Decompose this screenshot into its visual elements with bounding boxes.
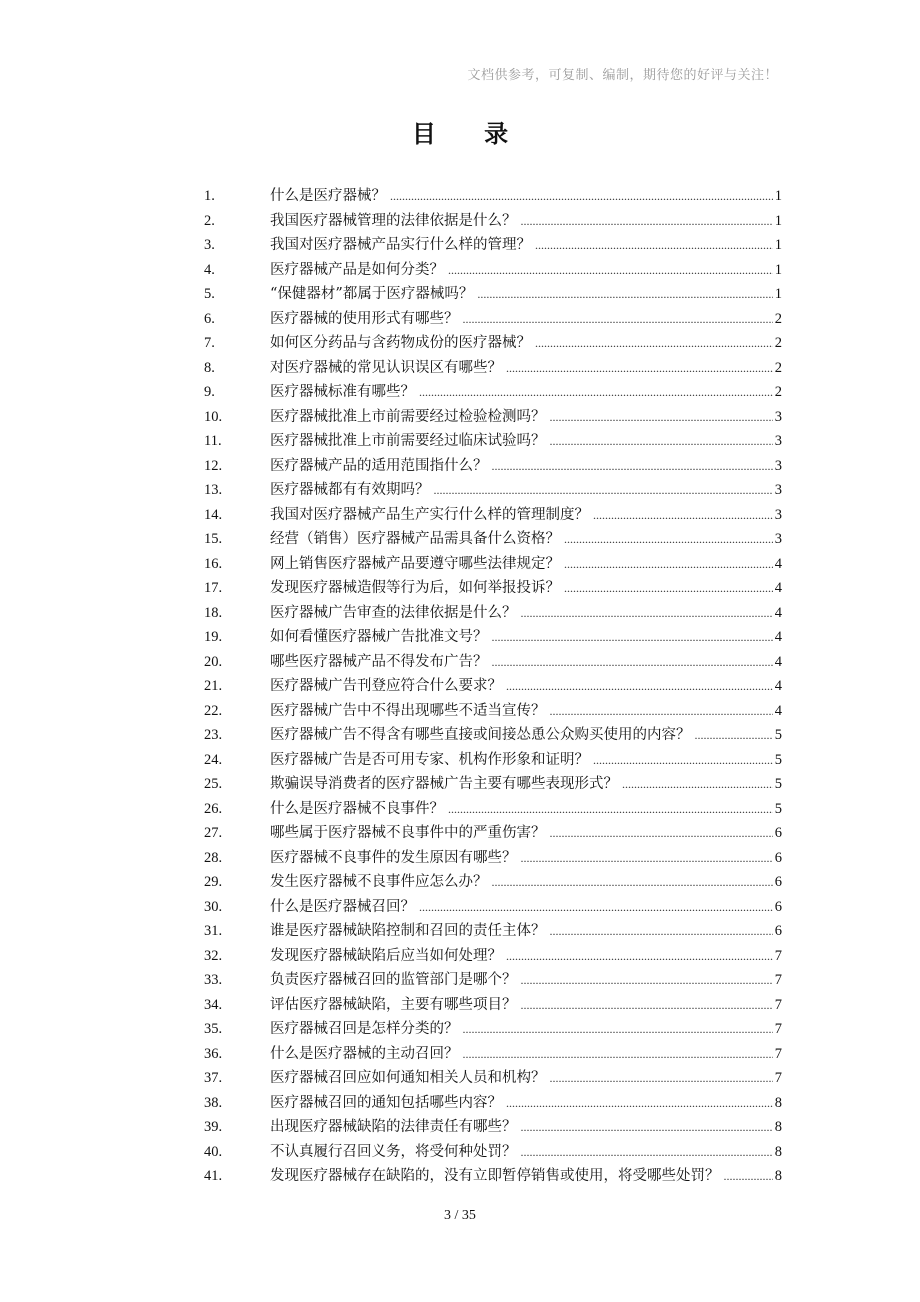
toc-dot-leader (506, 361, 773, 376)
toc-entry-number: 16. (204, 555, 223, 572)
toc-entry-title[interactable]: 发现医疗器械造假等行为后，如何举报投诉？ (270, 580, 560, 596)
toc-dot-leader (521, 606, 773, 621)
toc-dot-leader (564, 532, 773, 547)
toc-dot-leader (550, 704, 773, 719)
toc-entry[interactable] (204, 919, 782, 944)
toc-entry-number: 26. (204, 800, 223, 817)
toc-dot-leader (419, 385, 773, 400)
toc-entry-title[interactable]: 对医疗器械的常见认识误区有哪些？ (270, 359, 502, 376)
toc-entry-page[interactable]: 3 (774, 457, 782, 474)
toc-entry[interactable] (204, 601, 782, 626)
toc-entry-title[interactable]: 医疗器械都有有效期吗？ (270, 482, 430, 498)
toc-entry-title[interactable]: 医疗器械召回应如何通知相关人员和机构？ (270, 1070, 546, 1086)
toc-entry-number: 34. (204, 996, 223, 1013)
toc-entry[interactable] (204, 1066, 782, 1091)
toc-entry[interactable] (204, 307, 782, 332)
toc-entry[interactable] (204, 282, 782, 307)
toc-entry-title[interactable]: 欺骗误导消费者的医疗器械广告主要有哪些表现形式？ (270, 776, 618, 792)
toc-entry-title[interactable]: 谁是医疗器械缺陷控制和召回的责任主体？ (270, 923, 546, 939)
toc-entry[interactable] (204, 1115, 782, 1140)
toc-entry[interactable] (204, 674, 782, 699)
toc-entry-page[interactable]: 5 (774, 776, 782, 792)
toc-entry-title[interactable]: 发现医疗器械存在缺陷的，没有立即暂停销售或使用，将受哪些处罚？ (270, 1168, 720, 1184)
toc-dot-leader (390, 189, 773, 204)
toc-dot-leader (463, 1022, 773, 1037)
toc-entry-page[interactable]: 1 (774, 261, 782, 278)
toc-entry-number: 29. (204, 874, 223, 890)
toc-entry-title[interactable]: 经营（销售）医疗器械产品需具备什么资格？ (270, 531, 560, 547)
toc-entry[interactable] (204, 356, 782, 381)
toc-entry-title[interactable]: 医疗器械批准上市前需要经过临床试验吗？ (270, 433, 546, 449)
toc-dot-leader (564, 557, 773, 572)
toc-entry-number: 2. (204, 212, 215, 229)
toc-entry-title[interactable]: 不认真履行召回义务，将受何种处罚？ (270, 1143, 517, 1160)
toc-entry[interactable] (204, 846, 782, 871)
toc-dot-leader (448, 802, 773, 817)
toc-entry-page[interactable]: 5 (774, 727, 782, 743)
toc-dot-leader (463, 1047, 773, 1062)
toc-entry-number: 17. (204, 580, 223, 596)
toc-entry-page[interactable]: 6 (774, 825, 782, 841)
toc-entry[interactable] (204, 699, 782, 724)
toc-dot-leader (506, 679, 773, 694)
toc-entry-title[interactable]: 发生医疗器械不良事件应怎么办？ (270, 874, 488, 890)
toc-entry-title[interactable]: 发现医疗器械缺陷后应当如何处理？ (270, 947, 502, 964)
toc-dot-leader (550, 434, 773, 449)
toc-entry[interactable] (204, 503, 782, 528)
toc-entry-title[interactable]: 哪些属于医疗器械不良事件中的严重伤害？ (270, 825, 546, 841)
toc-entry-number: 28. (204, 849, 223, 866)
toc-entry-page[interactable]: 8 (774, 1143, 782, 1160)
toc-entry[interactable] (204, 870, 782, 895)
toc-entry-title[interactable]: 出现医疗器械缺陷的法律责任有哪些？ (270, 1119, 517, 1135)
toc-dot-leader (477, 287, 772, 302)
toc-dot-leader (550, 826, 773, 841)
toc-entry-page[interactable]: 2 (774, 384, 782, 400)
toc-entry-title[interactable]: 什么是医疗器械？ (270, 188, 386, 204)
toc-entry-number: 10. (204, 408, 223, 425)
toc-entry-number: 35. (204, 1021, 223, 1037)
toc-entry[interactable] (204, 233, 782, 258)
toc-dot-leader (550, 1071, 773, 1086)
toc-entry-page[interactable]: 7 (774, 972, 782, 988)
toc-entry[interactable] (204, 380, 782, 405)
header-note: 文档供参考，可复制、编制，期待您的好评与关注！ (467, 68, 778, 83)
toc-entry[interactable] (204, 258, 782, 283)
toc-entry-number: 12. (204, 457, 223, 474)
toc-entry[interactable] (204, 576, 782, 601)
toc-entry-number: 41. (204, 1168, 223, 1184)
toc-entry[interactable] (204, 944, 782, 969)
toc-entry-title[interactable]: 网上销售医疗器械产品要遵守哪些法律规定？ (270, 555, 560, 572)
toc-entry[interactable] (204, 331, 782, 356)
toc-entry-page[interactable]: 6 (774, 898, 782, 915)
toc-entry-number: 31. (204, 923, 223, 939)
toc-entry-number: 6. (204, 310, 215, 327)
toc-dot-leader (492, 630, 773, 645)
toc-entry[interactable] (204, 821, 782, 846)
toc-entry-page[interactable]: 3 (774, 408, 782, 425)
toc-entry-title[interactable]: 医疗器械召回的通知包括哪些内容？ (270, 1094, 502, 1111)
toc-entry[interactable] (204, 1091, 782, 1116)
toc-dot-leader (492, 655, 773, 670)
toc-entry-number: 9. (204, 384, 215, 400)
toc-entry[interactable] (204, 772, 782, 797)
toc-dot-leader (463, 312, 773, 327)
toc-entry-number: 21. (204, 678, 223, 694)
toc-entry-title[interactable]: 医疗器械广告刊登应符合什么要求？ (270, 678, 502, 694)
page-number: 3 / 35 (444, 1208, 476, 1223)
toc-dot-leader (521, 1120, 773, 1135)
toc-entry-number: 40. (204, 1143, 223, 1160)
toc-entry-number: 38. (204, 1094, 223, 1111)
toc-entry[interactable] (204, 527, 782, 552)
toc-entry[interactable] (204, 895, 782, 920)
toc-dot-leader (550, 410, 773, 425)
toc-entry-page[interactable]: 5 (774, 800, 782, 817)
toc-entry-number: 33. (204, 972, 223, 988)
toc-dot-leader (535, 238, 773, 253)
toc-entry-page[interactable]: 6 (774, 923, 782, 939)
toc-entry-page[interactable]: 2 (774, 310, 782, 327)
toc-entry-number: 27. (204, 825, 223, 841)
toc-entry[interactable] (204, 625, 782, 650)
toc-entry-page[interactable]: 3 (774, 506, 782, 523)
toc-dot-leader (521, 214, 773, 229)
toc-entry-title[interactable]: 哪些医疗器械产品不得发布广告？ (270, 653, 488, 670)
toc-entry[interactable] (204, 184, 782, 209)
toc-entry-page[interactable]: 1 (774, 188, 782, 204)
toc-dot-leader (622, 777, 773, 792)
toc-entry[interactable] (204, 993, 782, 1018)
toc-dot-leader (535, 336, 773, 351)
toc-entry-page[interactable]: 2 (774, 335, 782, 351)
toc-dot-leader (521, 973, 773, 988)
toc-entry-title[interactable]: 医疗器械广告是否可用专家、机构作形象和证明？ (270, 751, 589, 768)
toc-entry-title[interactable]: 医疗器械批准上市前需要经过检验检测吗？ (270, 408, 546, 425)
toc-dot-leader (419, 900, 773, 915)
toc-entry-number: 19. (204, 629, 223, 645)
toc-dot-leader (695, 728, 773, 743)
toc-dot-leader (506, 1096, 773, 1111)
toc-entry-page[interactable]: 7 (774, 947, 782, 964)
toc-dot-leader (492, 875, 773, 890)
toc-entry-title[interactable]: 医疗器械广告中不得出现哪些不适当宣传？ (270, 702, 546, 719)
toc-entry-number: 39. (204, 1119, 223, 1135)
toc-entry-title[interactable]: 什么是医疗器械不良事件？ (270, 800, 444, 817)
toc-entry-title[interactable]: 医疗器械不良事件的发生原因有哪些？ (270, 849, 517, 866)
toc-entry-page[interactable]: 7 (774, 1021, 782, 1037)
toc-entry-title[interactable]: 负责医疗器械召回的监管部门是哪个？ (270, 972, 517, 988)
toc-entry[interactable] (204, 650, 782, 675)
toc-entry-title[interactable]: 什么是医疗器械的主动召回？ (270, 1045, 459, 1062)
toc-entry-title[interactable]: 我国医疗器械管理的法律依据是什么？ (270, 212, 517, 229)
toc-entry-number: 20. (204, 653, 223, 670)
toc-dot-leader (593, 753, 773, 768)
toc-entry-number: 14. (204, 506, 223, 523)
toc-entry-page[interactable]: 4 (774, 702, 782, 719)
toc-entry-title[interactable]: 医疗器械的使用形式有哪些？ (270, 310, 459, 327)
toc-entry-number: 15. (204, 531, 223, 547)
toc-entry[interactable] (204, 552, 782, 577)
toc-entry-title[interactable]: 医疗器械广告不得含有哪些直接或间接怂恿公众购买使用的内容？ (270, 727, 691, 743)
toc-entry-title[interactable]: 如何区分药品与含药物成份的医疗器械？ (270, 335, 531, 351)
toc-entry-page[interactable]: 4 (774, 629, 782, 645)
toc-entry-page[interactable]: 4 (774, 678, 782, 694)
toc-entry-page[interactable]: 4 (774, 604, 782, 621)
toc-entry[interactable] (204, 1017, 782, 1042)
toc-entry-title[interactable]: 评估医疗器械缺陷，主要有哪些项目？ (270, 996, 517, 1013)
toc-entry-page[interactable]: 7 (774, 1070, 782, 1086)
toc-entry-page[interactable]: 3 (774, 482, 782, 498)
toc-entry-page[interactable]: 8 (774, 1168, 782, 1184)
toc-entry-title[interactable]: 什么是医疗器械召回？ (270, 898, 415, 915)
toc-entry-title[interactable]: 我国对医疗器械产品实行什么样的管理？ (270, 237, 531, 253)
table-of-contents (204, 184, 782, 1189)
toc-entry-page[interactable]: 3 (774, 531, 782, 547)
toc-entry-page[interactable]: 2 (774, 359, 782, 376)
toc-entry[interactable] (204, 209, 782, 234)
toc-entry-number: 23. (204, 727, 223, 743)
toc-entry[interactable] (204, 968, 782, 993)
toc-entry-page[interactable]: 1 (774, 286, 782, 302)
toc-dot-leader (564, 581, 773, 596)
toc-entry-title[interactable]: “保健器材”都属于医疗器械吗？ (270, 286, 474, 302)
toc-dot-leader (521, 851, 773, 866)
toc-entry-page[interactable]: 8 (774, 1119, 782, 1135)
toc-entry-number: 11. (204, 433, 222, 449)
toc-entry[interactable] (204, 1042, 782, 1067)
toc-entry-number: 25. (204, 776, 223, 792)
toc-entry-number: 1. (204, 188, 215, 204)
toc-entry-page[interactable]: 6 (774, 874, 782, 890)
toc-entry-number: 24. (204, 751, 223, 768)
toc-entry[interactable] (204, 1164, 782, 1189)
toc-dot-leader (724, 1169, 773, 1184)
toc-dot-leader (448, 263, 773, 278)
toc-entry-number: 13. (204, 482, 223, 498)
toc-entry-number: 30. (204, 898, 223, 915)
toc-entry-page[interactable]: 4 (774, 653, 782, 670)
toc-entry-title[interactable]: 医疗器械产品是如何分类？ (270, 261, 444, 278)
toc-entry-number: 8. (204, 359, 215, 376)
toc-entry-title[interactable]: 医疗器械召回是怎样分类的？ (270, 1021, 459, 1037)
toc-entry-page[interactable]: 6 (774, 849, 782, 866)
toc-title: 目 录 (411, 120, 529, 148)
toc-entry-title[interactable]: 医疗器械产品的适用范围指什么？ (270, 457, 488, 474)
toc-entry[interactable] (204, 748, 782, 773)
toc-entry-number: 5. (204, 286, 215, 302)
toc-entry-number: 22. (204, 702, 223, 719)
toc-entry-page[interactable]: 4 (774, 555, 782, 572)
toc-dot-leader (492, 459, 773, 474)
toc-entry-title[interactable]: 医疗器械标准有哪些？ (270, 384, 415, 400)
toc-entry[interactable] (204, 454, 782, 479)
toc-dot-leader (434, 483, 773, 498)
toc-entry-page[interactable]: 7 (774, 996, 782, 1013)
toc-dot-leader (521, 1145, 773, 1160)
toc-entry-title[interactable]: 如何看懂医疗器械广告批准文号？ (270, 629, 488, 645)
toc-entry-page[interactable]: 1 (774, 212, 782, 229)
toc-entry-number: 32. (204, 947, 223, 964)
toc-dot-leader (550, 924, 773, 939)
toc-entry-title[interactable]: 医疗器械广告审查的法律依据是什么？ (270, 604, 517, 621)
toc-entry[interactable] (204, 478, 782, 503)
toc-entry[interactable] (204, 405, 782, 430)
toc-entry[interactable] (204, 797, 782, 822)
toc-entry-page[interactable]: 8 (774, 1094, 782, 1111)
toc-entry-number: 18. (204, 604, 223, 621)
toc-entry[interactable] (204, 429, 782, 454)
toc-dot-leader (506, 949, 773, 964)
toc-entry-number: 7. (204, 335, 215, 351)
toc-entry-page[interactable]: 7 (774, 1045, 782, 1062)
toc-entry[interactable] (204, 723, 782, 748)
toc-entry-number: 3. (204, 237, 215, 253)
toc-entry-number: 37. (204, 1070, 223, 1086)
toc-entry-page[interactable]: 5 (774, 751, 782, 768)
toc-dot-leader (593, 508, 773, 523)
toc-entry[interactable] (204, 1140, 782, 1165)
toc-dot-leader (521, 998, 773, 1013)
toc-entry-page[interactable]: 4 (774, 580, 782, 596)
toc-entry-number: 4. (204, 261, 215, 278)
toc-entry-page[interactable]: 1 (774, 237, 782, 253)
toc-entry-number: 36. (204, 1045, 223, 1062)
toc-entry-title[interactable]: 我国对医疗器械产品生产实行什么样的管理制度？ (270, 506, 589, 523)
toc-entry-page[interactable]: 3 (774, 433, 782, 449)
